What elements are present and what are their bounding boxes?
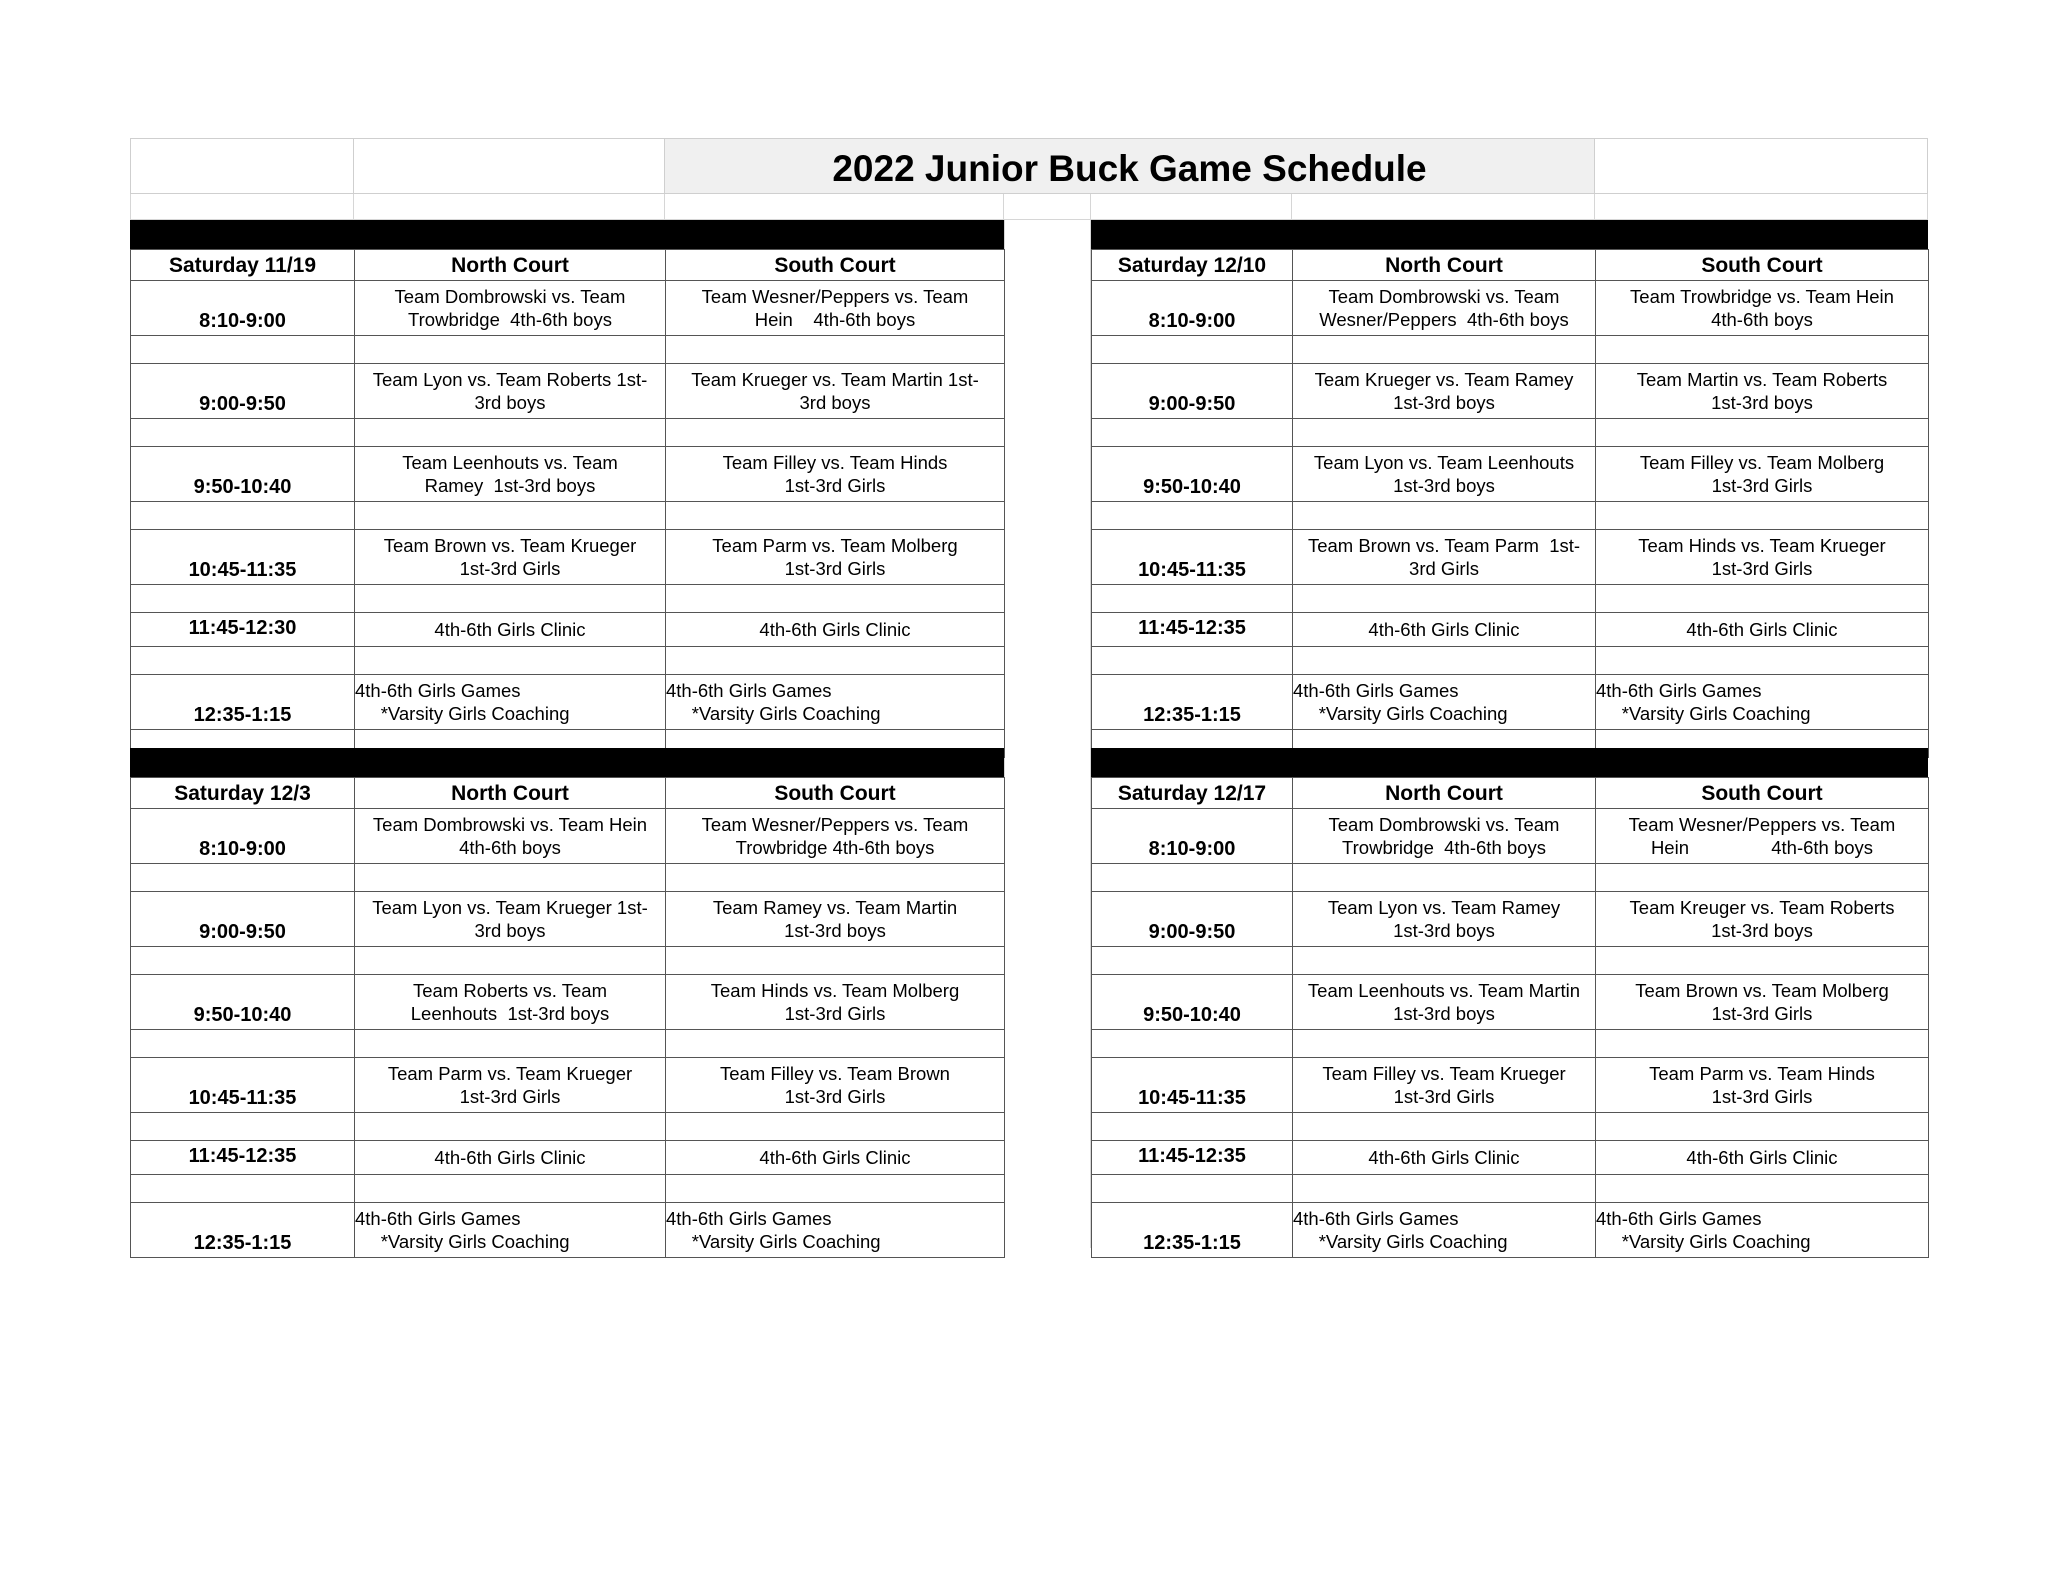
table-row — [131, 613, 1005, 647]
north-game-cell: Team Brown vs. Team Krueger 1st-3rd Girls — [355, 530, 666, 585]
south-games-cell: 4th-6th Girls Games *Varsity Girls Coaching — [666, 1203, 1005, 1258]
north-games-cell: 4th-6th Girls Games *Varsity Girls Coaching — [355, 675, 666, 730]
time-cell: 10:45-11:35 — [131, 1058, 355, 1113]
north-game-cell: Team Filley vs. Team Krueger 1st-3rd Girls — [1293, 1058, 1596, 1113]
south-game-cell: Team Hinds vs. Team Krueger 1st-3rd Girls — [1596, 530, 1929, 585]
day-header: Saturday 12/10 — [1092, 250, 1293, 281]
day-header: Saturday 11/19 — [131, 250, 355, 281]
north-clinic-cell: 4th-6th Girls Clinic — [1293, 613, 1596, 647]
time-cell: 12:35-1:15 — [1092, 1203, 1293, 1258]
time-cell: 12:35-1:15 — [1092, 675, 1293, 730]
table-row — [131, 447, 1005, 502]
spacer-row — [131, 1175, 1005, 1203]
table-row — [131, 530, 1005, 585]
north-court-header: North Court — [1293, 250, 1596, 281]
empty-cell — [1595, 194, 1928, 220]
table-row — [1092, 364, 1929, 419]
empty-cell — [354, 194, 665, 220]
time-cell: 9:50-10:40 — [1092, 447, 1293, 502]
south-game-cell: Team Wesner/Peppers vs. Team Trowbridge 4th-6th boys — [666, 809, 1005, 864]
spacer-row — [1092, 1030, 1929, 1058]
spacer-row — [131, 947, 1005, 975]
south-games-cell: 4th-6th Girls Games *Varsity Girls Coaching — [1596, 675, 1929, 730]
time-cell: 8:10-9:00 — [131, 281, 355, 336]
spacer-row — [1092, 947, 1929, 975]
table-row — [1092, 1058, 1929, 1113]
empty-cell — [665, 194, 1004, 220]
spacer-row — [1092, 864, 1929, 892]
empty-cell — [1595, 138, 1928, 194]
time-cell: 10:45-11:35 — [131, 530, 355, 585]
north-games-cell: 4th-6th Girls Games *Varsity Girls Coaching — [1293, 675, 1596, 730]
north-game-cell: Team Dombrowski vs. Team Trowbridge 4th-6th boys — [355, 281, 666, 336]
table-row — [131, 675, 1005, 730]
title-cell — [665, 138, 1595, 194]
table-row — [131, 1141, 1005, 1175]
schedule-table — [130, 777, 1005, 1258]
spacer-row — [1092, 585, 1929, 613]
south-clinic-cell: 4th-6th Girls Clinic — [1596, 1141, 1929, 1175]
north-game-cell: Team Dombrowski vs. Team Trowbridge 4th-6th boys — [1293, 809, 1596, 864]
north-game-cell: Team Parm vs. Team Krueger 1st-3rd Girls — [355, 1058, 666, 1113]
block-header-bar — [130, 220, 1004, 249]
day-header: Saturday 12/3 — [131, 778, 355, 809]
table-row — [1092, 281, 1929, 336]
block-header-bar — [130, 748, 1004, 777]
page-title: 2022 Junior Buck Game Schedule — [832, 148, 1427, 189]
south-game-cell: Team Filley vs. Team Hinds 1st-3rd Girls — [666, 447, 1005, 502]
north-games-cell: 4th-6th Girls Games *Varsity Girls Coaching — [1293, 1203, 1596, 1258]
table-row — [1092, 447, 1929, 502]
north-game-cell: Team Lyon vs. Team Krueger 1st- 3rd boys — [355, 892, 666, 947]
spacer-row — [1092, 647, 1929, 675]
south-court-header: South Court — [1596, 250, 1929, 281]
table-header-row — [131, 778, 1005, 809]
empty-cell — [1091, 194, 1292, 220]
north-game-cell: Team Dombrowski vs. Team Wesner/Peppers 4th-6th boys — [1293, 281, 1596, 336]
south-game-cell: Team Krueger vs. Team Martin 1st- 3rd boys — [666, 364, 1005, 419]
north-clinic-cell: 4th-6th Girls Clinic — [1293, 1141, 1596, 1175]
north-game-cell: Team Roberts vs. Team Leenhouts 1st-3rd boys — [355, 975, 666, 1030]
table-row — [131, 892, 1005, 947]
empty-cell — [1004, 194, 1091, 220]
table-row — [1092, 809, 1929, 864]
south-game-cell: Team Filley vs. Team Molberg 1st-3rd Girls — [1596, 447, 1929, 502]
south-game-cell: Team Wesner/Peppers vs. Team Hein 4th-6th boys — [1596, 809, 1929, 864]
north-court-header: North Court — [1293, 778, 1596, 809]
table-row — [1092, 975, 1929, 1030]
table-row — [1092, 613, 1929, 647]
north-clinic-cell: 4th-6th Girls Clinic — [355, 613, 666, 647]
table-row — [131, 975, 1005, 1030]
title-row — [130, 138, 1928, 194]
north-game-cell: Team Krueger vs. Team Ramey 1st-3rd boys — [1293, 364, 1596, 419]
time-cell: 11:45-12:35 — [1092, 613, 1293, 647]
spacer-row — [131, 419, 1005, 447]
spacer-row — [131, 336, 1005, 364]
empty-cell — [354, 138, 665, 194]
time-cell: 12:35-1:15 — [131, 675, 355, 730]
day-header: Saturday 12/17 — [1092, 778, 1293, 809]
block-header-bar — [1091, 220, 1928, 249]
south-games-cell: 4th-6th Girls Games *Varsity Girls Coaching — [1596, 1203, 1929, 1258]
north-game-cell: Team Lyon vs. Team Leenhouts 1st-3rd boys — [1293, 447, 1596, 502]
south-clinic-cell: 4th-6th Girls Clinic — [666, 613, 1005, 647]
block-header-bar — [1091, 748, 1928, 777]
north-game-cell: Team Leenhouts vs. Team Martin 1st-3rd boys — [1293, 975, 1596, 1030]
time-cell: 10:45-11:35 — [1092, 530, 1293, 585]
south-court-header: South Court — [1596, 778, 1929, 809]
south-games-cell: 4th-6th Girls Games *Varsity Girls Coaching — [666, 675, 1005, 730]
time-cell: 9:00-9:50 — [131, 364, 355, 419]
table-header-row — [131, 250, 1005, 281]
spacer-row — [131, 1030, 1005, 1058]
empty-cell — [1292, 194, 1595, 220]
time-cell: 9:50-10:40 — [131, 975, 355, 1030]
time-cell: 11:45-12:35 — [1092, 1141, 1293, 1175]
spacer-row — [1092, 1113, 1929, 1141]
column-separator — [1004, 220, 1091, 1248]
south-game-cell: Team Trowbridge vs. Team Hein 4th-6th boys — [1596, 281, 1929, 336]
spacer-row — [131, 585, 1005, 613]
time-cell: 9:00-9:50 — [1092, 892, 1293, 947]
schedule-table — [1091, 249, 1929, 758]
table-row — [1092, 530, 1929, 585]
south-game-cell: Team Ramey vs. Team Martin 1st-3rd boys — [666, 892, 1005, 947]
time-cell: 9:00-9:50 — [131, 892, 355, 947]
south-game-cell: Team Hinds vs. Team Molberg 1st-3rd Girls — [666, 975, 1005, 1030]
time-cell: 10:45-11:35 — [1092, 1058, 1293, 1113]
table-row — [131, 1058, 1005, 1113]
empty-cell — [130, 138, 354, 194]
spacer-row — [131, 502, 1005, 530]
time-cell: 9:00-9:50 — [1092, 364, 1293, 419]
north-game-cell: Team Lyon vs. Team Ramey 1st-3rd boys — [1293, 892, 1596, 947]
south-game-cell: Team Parm vs. Team Hinds 1st-3rd Girls — [1596, 1058, 1929, 1113]
table-row — [131, 364, 1005, 419]
south-game-cell: Team Kreuger vs. Team Roberts 1st-3rd boys — [1596, 892, 1929, 947]
north-court-header: North Court — [355, 778, 666, 809]
north-clinic-cell: 4th-6th Girls Clinic — [355, 1141, 666, 1175]
time-cell: 8:10-9:00 — [131, 809, 355, 864]
south-court-header: South Court — [666, 250, 1005, 281]
time-cell: 8:10-9:00 — [1092, 809, 1293, 864]
spacer-row — [1092, 336, 1929, 364]
schedule-table — [130, 249, 1005, 758]
south-court-header: South Court — [666, 778, 1005, 809]
time-cell: 9:50-10:40 — [1092, 975, 1293, 1030]
spacer-row — [1092, 502, 1929, 530]
north-court-header: North Court — [355, 250, 666, 281]
south-clinic-cell: 4th-6th Girls Clinic — [666, 1141, 1005, 1175]
time-cell: 11:45-12:30 — [131, 613, 355, 647]
time-cell: 11:45-12:35 — [131, 1141, 355, 1175]
spacer-row — [131, 864, 1005, 892]
north-game-cell: Team Brown vs. Team Parm 1st- 3rd Girls — [1293, 530, 1596, 585]
spacer-row — [131, 1113, 1005, 1141]
table-row — [1092, 675, 1929, 730]
spacer-row — [131, 647, 1005, 675]
spacer-row — [1092, 1175, 1929, 1203]
time-cell: 12:35-1:15 — [131, 1203, 355, 1258]
north-game-cell: Team Lyon vs. Team Roberts 1st- 3rd boys — [355, 364, 666, 419]
time-cell: 8:10-9:00 — [1092, 281, 1293, 336]
north-game-cell: Team Dombrowski vs. Team Hein 4th-6th boys — [355, 809, 666, 864]
south-game-cell: Team Wesner/Peppers vs. Team Hein 4th-6th boys — [666, 281, 1005, 336]
table-row — [1092, 1203, 1929, 1258]
table-row — [1092, 1141, 1929, 1175]
blank-row — [130, 194, 1928, 220]
south-game-cell: Team Filley vs. Team Brown 1st-3rd Girls — [666, 1058, 1005, 1113]
schedule-table — [1091, 777, 1929, 1258]
south-game-cell: Team Parm vs. Team Molberg 1st-3rd Girls — [666, 530, 1005, 585]
table-row — [1092, 892, 1929, 947]
time-cell: 9:50-10:40 — [131, 447, 355, 502]
table-header-row — [1092, 250, 1929, 281]
table-row — [131, 1203, 1005, 1258]
north-game-cell: Team Leenhouts vs. Team Ramey 1st-3rd boys — [355, 447, 666, 502]
north-games-cell: 4th-6th Girls Games *Varsity Girls Coaching — [355, 1203, 666, 1258]
south-game-cell: Team Martin vs. Team Roberts 1st-3rd boys — [1596, 364, 1929, 419]
empty-cell — [130, 194, 354, 220]
spacer-row — [1092, 419, 1929, 447]
south-game-cell: Team Brown vs. Team Molberg 1st-3rd Girls — [1596, 975, 1929, 1030]
table-row — [131, 809, 1005, 864]
table-row — [131, 281, 1005, 336]
south-clinic-cell: 4th-6th Girls Clinic — [1596, 613, 1929, 647]
table-header-row — [1092, 778, 1929, 809]
